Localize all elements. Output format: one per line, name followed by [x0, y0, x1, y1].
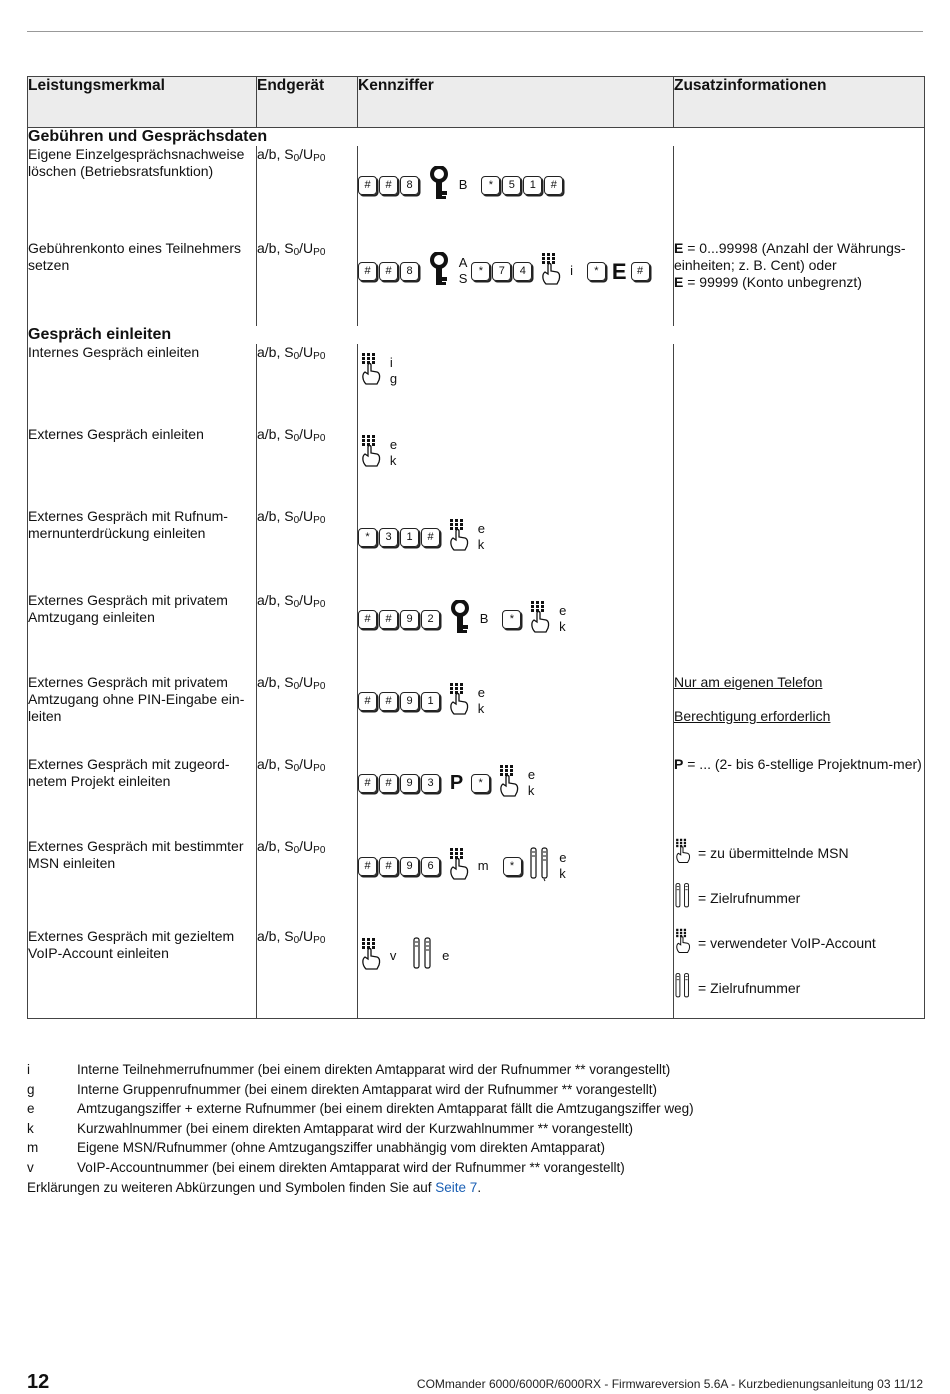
hash-key: # — [379, 692, 398, 711]
label-i: i — [389, 355, 393, 370]
digit-key: 9 — [400, 857, 419, 876]
key-lock-icon — [429, 166, 449, 204]
info-cell — [674, 756, 925, 838]
feature-cell: Externes Gespräch mit Rufnum-mernunterdrückung einleiten — [28, 508, 257, 592]
legend-text: Amtzugangsziffer + externe Rufnummer (bei einem direkten Amtapparat fällt die Amtzugangsziffer weg) — [77, 1101, 694, 1117]
digit-key: 3 — [379, 528, 398, 547]
feature-cell: Eigene Einzelgesprächsnachweise löschen (Betriebsratsfunktion) — [28, 146, 257, 240]
label-v: v — [389, 948, 397, 963]
info-line — [674, 928, 924, 958]
digit-key: 9 — [400, 610, 419, 629]
table-row — [28, 146, 925, 240]
legend-item — [27, 1138, 694, 1158]
table-row — [28, 240, 925, 326]
legend-key: e — [27, 1101, 35, 1117]
legend — [27, 1060, 694, 1197]
feature-cell: Externes Gespräch mit privatem Amtzugang ohne PIN-Eingabe ein-leiten — [28, 674, 257, 756]
star-key: * — [471, 774, 490, 793]
label-e: e — [389, 437, 398, 452]
info-text: = 99999 (Konto unbegrenzt) — [683, 274, 862, 290]
header-code: Kennziffer — [358, 77, 674, 128]
code-cell — [358, 928, 674, 1019]
device-cell: a/b, S0/UP0 — [257, 344, 358, 426]
label-e: e — [477, 685, 486, 700]
feature-cell: Externes Gespräch mit privatem Amtzugang einleiten — [28, 592, 257, 674]
info-text: = Zielrufnummer — [698, 979, 801, 996]
info-cell — [674, 592, 925, 674]
legend-key: g — [27, 1081, 35, 1097]
info-cell — [674, 426, 925, 508]
label-k: k — [559, 619, 566, 634]
key-lock-icon — [429, 252, 449, 290]
star-key: * — [503, 857, 522, 876]
info-text: = Zielrufnummer — [698, 889, 801, 906]
handset-icon — [674, 882, 692, 914]
table-row — [28, 508, 925, 592]
label-k: k — [527, 783, 535, 798]
digit-key: 1 — [421, 692, 440, 711]
info-cell — [674, 240, 925, 326]
digit-key: 3 — [421, 774, 440, 793]
code-cell — [358, 344, 674, 426]
legend-key: i — [27, 1062, 30, 1077]
device-cell: a/b, S0/UP0 — [257, 146, 358, 240]
label-k: k — [389, 453, 397, 468]
star-key: * — [471, 262, 490, 281]
top-rule — [27, 31, 923, 32]
table-row — [28, 674, 925, 756]
legend-item — [27, 1158, 694, 1178]
keypad-icon — [529, 600, 551, 638]
info-cell — [674, 508, 925, 592]
hash-key: # — [358, 774, 377, 793]
label-stack — [459, 255, 468, 287]
keypad-icon — [360, 937, 382, 975]
label-i: i — [570, 263, 574, 278]
info-note: Berechtigung erforderlich — [674, 708, 831, 724]
keypad-icon — [448, 682, 470, 720]
info-text: = 0...99998 (Anzahl der Währungs-einheiten; z. B. Cent) oder — [674, 240, 906, 273]
feature-cell: Internes Gespräch einleiten — [28, 344, 257, 426]
device-cell: a/b, S0/UP0 — [257, 240, 358, 326]
hash-key: # — [358, 262, 377, 281]
info-bold: P — [674, 756, 684, 772]
feature-table — [27, 76, 925, 1019]
legend-text: Interne Gruppenrufnummer (bei einem direkten Amtapparat wird der Rufnummer ** vorangestellt) — [77, 1081, 658, 1097]
hash-key: # — [358, 692, 377, 711]
hash-key: # — [379, 857, 398, 876]
info-text: = verwendeter VoIP-Account — [698, 934, 876, 951]
legend-note — [27, 1178, 694, 1198]
info-cell — [674, 674, 925, 756]
feature-cell: Gebührenkonto eines Teilnehmers setzen — [28, 240, 257, 326]
hash-key: # — [421, 528, 440, 547]
digit-key: 5 — [502, 176, 521, 195]
label-stack — [390, 437, 397, 469]
keypad-icon — [448, 847, 470, 885]
header-info: Zusatzinformationen — [674, 77, 925, 128]
hash-key: # — [544, 176, 563, 195]
keypad-icon — [360, 352, 382, 390]
digit-key: 9 — [400, 774, 419, 793]
feature-cell: Externes Gespräch mit bestimmter MSN einleiten — [28, 838, 257, 928]
label-k: k — [477, 537, 485, 552]
legend-key: k — [27, 1120, 34, 1136]
digit-key: 2 — [421, 610, 440, 629]
legend-note-text: Erklärungen zu weiteren Abkürzungen und Symbolen finden Sie auf — [27, 1179, 432, 1195]
digit-key: 9 — [400, 692, 419, 711]
digit-key: 6 — [421, 857, 440, 876]
label-k: k — [559, 866, 566, 881]
keypad-icon — [498, 764, 520, 802]
legend-item — [27, 1099, 694, 1119]
star-key: * — [481, 176, 500, 195]
code-cell — [358, 146, 674, 240]
keypad-icon — [674, 928, 692, 958]
device-cell: a/b, S0/UP0 — [257, 838, 358, 928]
info-text: = zu übermittelnde MSN — [698, 844, 849, 861]
keypad-icon — [448, 518, 470, 556]
label-e: e — [442, 948, 450, 963]
legend-text: Kurzwahlnummer (bei einem direkten Amtapparat wird der Kurzwahlnummer ** vorangestellt) — [77, 1120, 633, 1136]
feature-cell: Externes Gespräch einleiten — [28, 426, 257, 508]
star-key: * — [587, 262, 606, 281]
code-cell — [358, 240, 674, 326]
label-B: B — [479, 611, 489, 626]
device-cell: a/b, S0/UP0 — [257, 508, 358, 592]
label-m: m — [477, 858, 489, 873]
info-cell — [674, 146, 925, 240]
table-row — [28, 838, 925, 928]
info-bold: E — [674, 274, 684, 290]
digit-key: 4 — [513, 262, 532, 281]
hash-key: # — [631, 262, 650, 281]
label-A: A — [458, 255, 468, 270]
device-cell: a/b, S0/UP0 — [257, 674, 358, 756]
handset-icon — [674, 972, 692, 1004]
device-cell: a/b, S0/UP0 — [257, 592, 358, 674]
info-bold: E — [674, 240, 684, 256]
legend-text: Eigene MSN/Rufnummer (ohne Amtzugangsziffer unabhängig vom direkten Amtapparat) — [77, 1140, 606, 1156]
star-key: * — [358, 528, 377, 547]
label-g: g — [389, 371, 398, 386]
hash-key: # — [379, 774, 398, 793]
label-stack — [559, 603, 566, 635]
hash-key: # — [379, 176, 398, 195]
info-line — [674, 838, 924, 868]
digit-key: 1 — [400, 528, 419, 547]
label-E: E — [611, 258, 627, 284]
feature-cell: Externes Gespräch mit zugeord-netem Projekt einleiten — [28, 756, 257, 838]
key-lock-icon — [450, 600, 470, 638]
legend-note-end: . — [477, 1179, 482, 1195]
label-e: e — [559, 603, 567, 618]
info-line — [674, 882, 924, 914]
table-row — [28, 592, 925, 674]
code-cell — [358, 674, 674, 756]
info-line — [674, 972, 924, 1004]
legend-text: VoIP-Accountnummer (bei einem direkten Amtapparat wird der Rufnummer ** vorangestellt) — [77, 1159, 625, 1175]
code-cell — [358, 756, 674, 838]
hash-key: # — [379, 610, 398, 629]
label-e: e — [527, 767, 536, 782]
legend-item — [27, 1060, 694, 1080]
label-stack — [478, 521, 485, 553]
info-note: Nur am eigenen Telefon — [674, 674, 823, 690]
keypad-icon — [674, 838, 692, 868]
info-cell — [674, 838, 925, 928]
page-number: 12 — [27, 1371, 50, 1393]
legend-item — [27, 1119, 694, 1139]
legend-key: v — [27, 1159, 34, 1175]
star-key: * — [502, 610, 521, 629]
code-cell — [358, 838, 674, 928]
table-row — [28, 756, 925, 838]
device-cell: a/b, S0/UP0 — [257, 756, 358, 838]
hash-key: # — [358, 610, 377, 629]
section-row — [28, 326, 925, 344]
code-cell — [358, 508, 674, 592]
label-e: e — [477, 521, 486, 536]
digit-key: 8 — [400, 176, 419, 195]
label-stack — [559, 850, 566, 882]
footer-text: COMmander 6000/6000R/6000RX - Firmwareversion 5.6A - Kurzbedienungsanleitung 03 11/12 — [416, 1377, 923, 1391]
handset-icon — [529, 846, 551, 886]
table-row — [28, 344, 925, 426]
table-header — [28, 77, 925, 128]
info-cell — [674, 928, 925, 1019]
handset-icon — [412, 936, 434, 976]
legend-key: m — [27, 1140, 39, 1156]
label-stack — [528, 767, 535, 799]
header-feature: Leistungsmerkmal — [28, 77, 257, 128]
header-device: Endgerät — [257, 77, 358, 128]
keypad-icon — [360, 434, 382, 472]
keypad-icon — [540, 252, 562, 290]
table-row — [28, 426, 925, 508]
digit-key: 8 — [400, 262, 419, 281]
device-cell: a/b, S0/UP0 — [257, 426, 358, 508]
device-cell: a/b, S0/UP0 — [257, 928, 358, 1019]
label-B: B — [458, 177, 468, 192]
hash-key: # — [358, 857, 377, 876]
section-row — [28, 128, 925, 147]
legend-item — [27, 1080, 694, 1100]
table-row — [28, 928, 925, 1019]
section-title: Gebühren und Gesprächsdaten — [28, 128, 925, 147]
label-stack — [390, 355, 397, 387]
hash-key: # — [358, 176, 377, 195]
label-S: S — [458, 271, 468, 286]
hash-key: # — [379, 262, 398, 281]
digit-key: 1 — [523, 176, 542, 195]
info-text: = ... (2- bis 6-stellige Projektnum-mer) — [683, 756, 922, 772]
section-title: Gespräch einleiten — [28, 326, 925, 344]
digit-key: 7 — [492, 262, 511, 281]
label-stack — [478, 685, 485, 717]
label-P: P — [449, 771, 464, 794]
legend-text: Interne Teilnehmerrufnummer (bei einem direkten Amtapparat wird der Rufnummer ** vorangestellt) — [77, 1062, 671, 1077]
feature-cell: Externes Gespräch mit gezieltem VoIP-Account einleiten — [28, 928, 257, 1019]
page-link[interactable]: Seite 7 — [435, 1179, 478, 1195]
code-cell — [358, 592, 674, 674]
label-k: k — [477, 701, 485, 716]
info-cell — [674, 344, 925, 426]
label-e: e — [559, 850, 567, 865]
code-cell — [358, 426, 674, 508]
